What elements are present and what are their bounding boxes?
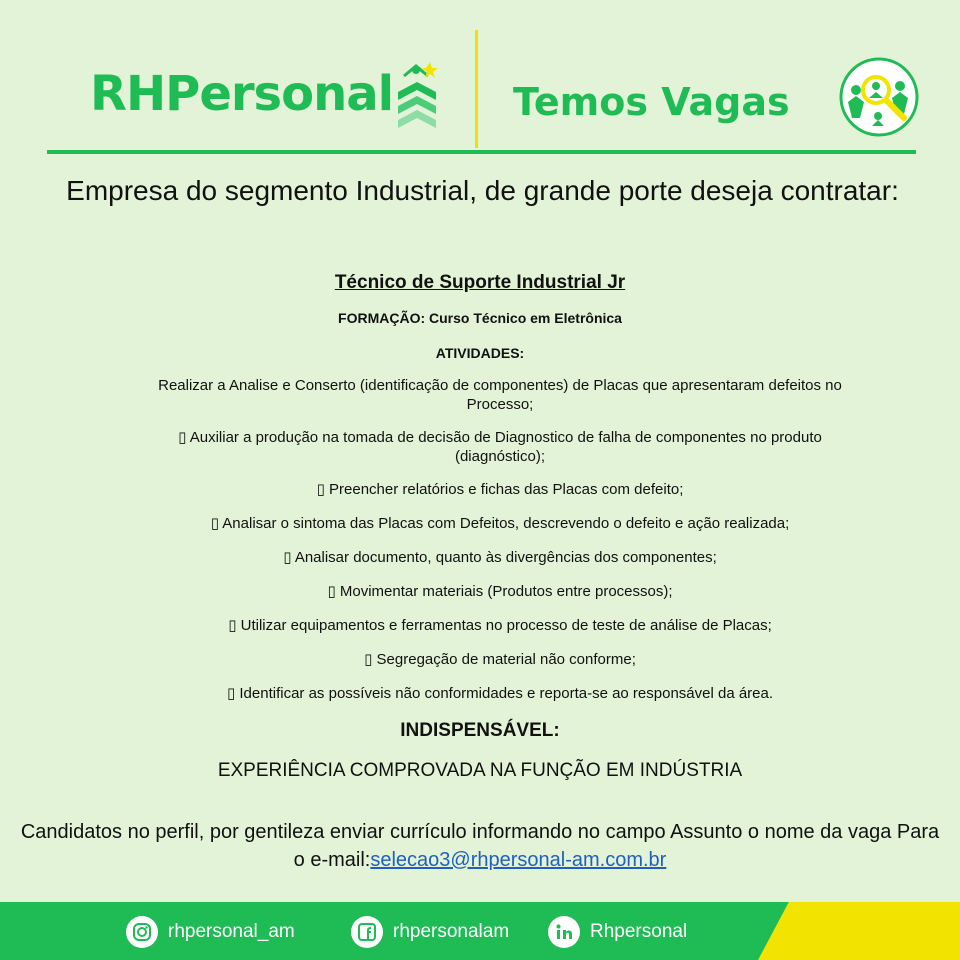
instagram-handle: rhpersonal_am (168, 921, 295, 942)
apply-text: Candidatos no perfil, por gentileza enviar currículo informando no campo Assunto o nome da vaga Para o e-mail: (20, 821, 940, 871)
apply-instructions (20, 818, 940, 874)
activity-item: ▯ Auxiliar a produção na tomada de decisão de Diagnostico de falha de componentes no produto (diagnóstico); (178, 429, 822, 465)
activity-item: ▯ Movimentar materiais (Produtos entre processos); (327, 583, 673, 600)
header-divider (475, 30, 478, 148)
activities-list (140, 376, 860, 718)
intro-text: Empresa do segmento Industrial, de grande porte deseja contratar: (66, 175, 899, 206)
activity-item: ▯ Preencher relatórios e fichas das Placas com defeito; (316, 481, 684, 498)
tagline: Temos Vagas (513, 80, 790, 124)
header-rule (47, 150, 916, 154)
facebook-handle: rhpersonalam (393, 921, 510, 942)
linkedin-handle: Rhpersonal (590, 921, 688, 942)
indispensable-text: EXPERIÊNCIA COMPROVADA NA FUNÇÃO EM INDÚSTRIA (217, 760, 743, 781)
header (0, 0, 960, 160)
instagram-link[interactable] (126, 916, 295, 948)
job-title: Técnico de Suporte Industrial Jr (334, 272, 626, 293)
instagram-icon (126, 916, 158, 948)
linkedin-link[interactable] (548, 916, 687, 948)
formation-text: FORMAÇÃO: Curso Técnico em Eletrônica (338, 310, 622, 326)
activity-item: ▯ Identificar as possíveis não conformidades e reporta-se ao responsável da área. (226, 685, 774, 702)
chevron-stack-logo-icon (396, 62, 438, 128)
search-people-badge-icon (838, 56, 920, 138)
activity-item: ▯ Analisar o sintoma das Placas com Defeitos, descrevendo o defeito e ação realizada; (210, 515, 790, 532)
footer (0, 902, 960, 960)
activity-item: ▯ Analisar documento, quanto às divergências dos componentes; (283, 549, 717, 566)
brand-name: RHPersonal (90, 66, 394, 122)
footer-accent (758, 902, 960, 960)
facebook-link[interactable] (351, 916, 509, 948)
activities-heading: ATIVIDADES: (435, 345, 525, 361)
indispensable-heading: INDISPENSÁVEL: (400, 720, 560, 741)
email-link[interactable]: selecao3@rhpersonal-am.com.br (370, 849, 667, 871)
activity-item: Realizar a Analise e Conserto (identificação de componentes) de Placas que apresentaram defeitos no Processo; (158, 377, 842, 413)
facebook-icon (351, 916, 383, 948)
linkedin-icon (548, 916, 580, 948)
activity-item: ▯ Utilizar equipamentos e ferramentas no processo de teste de análise de Placas; (228, 617, 772, 634)
activity-item: ▯ Segregação de material não conforme; (364, 651, 636, 668)
